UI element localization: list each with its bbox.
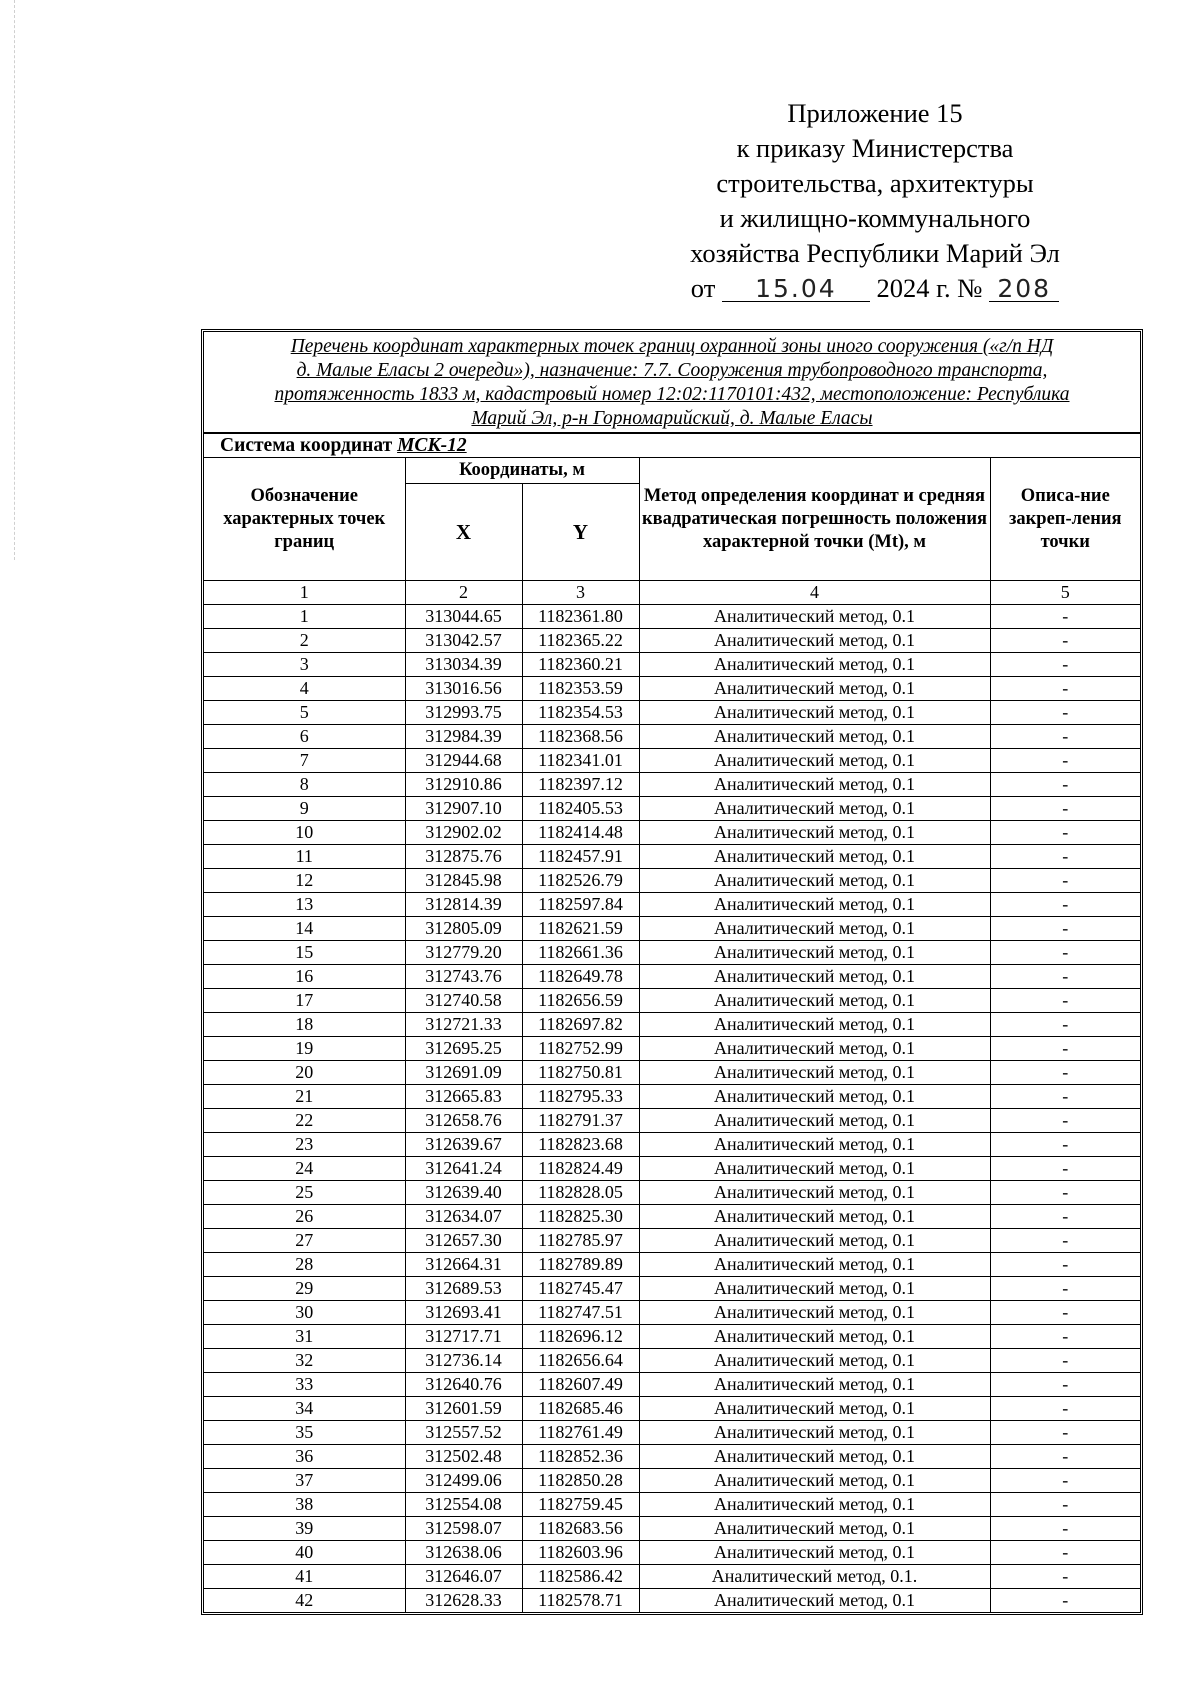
coord-x-cell: 312993.75 [405, 701, 522, 725]
table-row [204, 749, 1140, 773]
table-row [204, 725, 1140, 749]
method-cell: Аналитический метод, 0.1 [639, 797, 990, 821]
point-number-cell: 42 [204, 1589, 405, 1613]
method-cell: Аналитический метод, 0.1 [639, 821, 990, 845]
coord-y-cell: 1182745.47 [522, 1277, 639, 1301]
coord-y-cell: 1182360.21 [522, 653, 639, 677]
description-cell: - [990, 1541, 1140, 1565]
method-cell: Аналитический метод, 0.1 [639, 989, 990, 1013]
method-cell: Аналитический метод, 0.1 [639, 773, 990, 797]
method-cell: Аналитический метод, 0.1 [639, 749, 990, 773]
description-cell: - [990, 1421, 1140, 1445]
coord-x-cell: 312657.30 [405, 1229, 522, 1253]
description-cell: - [990, 677, 1140, 701]
coord-x-cell: 312601.59 [405, 1397, 522, 1421]
coordinates-table-frame [201, 329, 1143, 1615]
point-number-cell: 14 [204, 917, 405, 941]
coord-x-cell: 313042.57 [405, 629, 522, 653]
point-number-cell: 29 [204, 1277, 405, 1301]
method-cell: Аналитический метод, 0.1 [639, 1325, 990, 1349]
coord-x-cell: 312695.25 [405, 1037, 522, 1061]
coord-x-cell: 312689.53 [405, 1277, 522, 1301]
description-cell: - [990, 1181, 1140, 1205]
coord-y-cell: 1182656.64 [522, 1349, 639, 1373]
coord-x-cell: 312598.07 [405, 1517, 522, 1541]
point-number-cell: 36 [204, 1445, 405, 1469]
point-number-cell: 21 [204, 1085, 405, 1109]
table-row [204, 989, 1140, 1013]
point-number-cell: 37 [204, 1469, 405, 1493]
point-number-cell: 31 [204, 1325, 405, 1349]
caption-line: протяженность 1833 м, кадастровый номер 12:02:1170101:432, местоположение: Республика [274, 384, 1070, 405]
point-number-cell: 35 [204, 1421, 405, 1445]
point-number-cell: 6 [204, 725, 405, 749]
description-cell: - [990, 1277, 1140, 1301]
table-row [204, 941, 1140, 965]
coord-x-cell: 312557.52 [405, 1421, 522, 1445]
method-cell: Аналитический метод, 0.1 [639, 1109, 990, 1133]
coord-x-cell: 312639.40 [405, 1181, 522, 1205]
table-row [204, 629, 1140, 653]
coord-x-cell: 312640.76 [405, 1373, 522, 1397]
coord-x-cell: 312814.39 [405, 893, 522, 917]
coord-x-cell: 312554.08 [405, 1493, 522, 1517]
description-cell: - [990, 941, 1140, 965]
method-cell: Аналитический метод, 0.1 [639, 1349, 990, 1373]
column-number: 2 [405, 581, 522, 605]
coord-x-cell: 312664.31 [405, 1253, 522, 1277]
point-number-cell: 4 [204, 677, 405, 701]
point-number-cell: 8 [204, 773, 405, 797]
header-date-line [640, 271, 1110, 306]
coord-y-cell: 1182414.48 [522, 821, 639, 845]
point-number-cell: 9 [204, 797, 405, 821]
table-row [204, 1085, 1140, 1109]
table-row [204, 1301, 1140, 1325]
coordinate-system-value: МСК-12 [397, 435, 467, 456]
method-cell: Аналитический метод, 0.1 [639, 701, 990, 725]
method-cell: Аналитический метод, 0.1 [639, 965, 990, 989]
description-cell: - [990, 1589, 1140, 1613]
table-row [204, 773, 1140, 797]
col-header-point: Обозначение характерных точек границ [204, 458, 405, 581]
description-cell: - [990, 1517, 1140, 1541]
method-cell: Аналитический метод, 0.1 [639, 1541, 990, 1565]
method-cell: Аналитический метод, 0.1 [639, 1205, 990, 1229]
coord-y-cell: 1182526.79 [522, 869, 639, 893]
header-line: Приложение 15 [787, 98, 963, 128]
point-number-cell: 3 [204, 653, 405, 677]
header-line: строительства, архитектуры [716, 168, 1034, 198]
table-row [204, 1037, 1140, 1061]
point-number-cell: 24 [204, 1157, 405, 1181]
description-cell: - [990, 1085, 1140, 1109]
coord-x-cell: 312641.24 [405, 1157, 522, 1181]
method-cell: Аналитический метод, 0.1 [639, 1229, 990, 1253]
coord-y-cell: 1182661.36 [522, 941, 639, 965]
coord-y-cell: 1182685.46 [522, 1397, 639, 1421]
method-cell: Аналитический метод, 0.1 [639, 1421, 990, 1445]
method-cell: Аналитический метод, 0.1 [639, 1589, 990, 1613]
coord-x-cell: 312779.20 [405, 941, 522, 965]
coord-x-cell: 312628.33 [405, 1589, 522, 1613]
description-cell: - [990, 1229, 1140, 1253]
table-row [204, 821, 1140, 845]
coord-y-cell: 1182578.71 [522, 1589, 639, 1613]
table-row [204, 1109, 1140, 1133]
table-row [204, 1349, 1140, 1373]
method-cell: Аналитический метод, 0.1 [639, 1277, 990, 1301]
method-cell: Аналитический метод, 0.1 [639, 1373, 990, 1397]
coord-y-cell: 1182586.42 [522, 1565, 639, 1589]
method-cell: Аналитический метод, 0.1 [639, 725, 990, 749]
coord-y-cell: 1182825.30 [522, 1205, 639, 1229]
table-row [204, 893, 1140, 917]
point-number-cell: 25 [204, 1181, 405, 1205]
coord-y-cell: 1182621.59 [522, 917, 639, 941]
coord-x-cell: 312984.39 [405, 725, 522, 749]
coord-x-cell: 312743.76 [405, 965, 522, 989]
point-number-cell: 26 [204, 1205, 405, 1229]
document-header [640, 96, 1110, 306]
method-cell: Аналитический метод, 0.1 [639, 1493, 990, 1517]
coord-y-cell: 1182597.84 [522, 893, 639, 917]
table-caption [204, 332, 1140, 434]
coord-y-cell: 1182607.49 [522, 1373, 639, 1397]
method-cell: Аналитический метод, 0.1 [639, 1061, 990, 1085]
table-row [204, 845, 1140, 869]
method-cell: Аналитический метод, 0.1 [639, 1037, 990, 1061]
coord-y-cell: 1182405.53 [522, 797, 639, 821]
method-cell: Аналитический метод, 0.1 [639, 941, 990, 965]
point-number-cell: 17 [204, 989, 405, 1013]
coord-y-cell: 1182852.36 [522, 1445, 639, 1469]
col-header-coords: Координаты, м [405, 458, 639, 484]
header-line: к приказу Министерства [736, 133, 1014, 163]
point-number-cell: 22 [204, 1109, 405, 1133]
table-row [204, 1421, 1140, 1445]
description-cell: - [990, 1493, 1140, 1517]
description-cell: - [990, 917, 1140, 941]
handwritten-date: 15.04 [722, 277, 870, 302]
description-cell: - [990, 1013, 1140, 1037]
point-number-cell: 19 [204, 1037, 405, 1061]
coord-x-cell: 313044.65 [405, 605, 522, 629]
coord-y-cell: 1182368.56 [522, 725, 639, 749]
coord-x-cell: 312907.10 [405, 797, 522, 821]
point-number-cell: 41 [204, 1565, 405, 1589]
column-number: 5 [990, 581, 1140, 605]
coord-x-cell: 312721.33 [405, 1013, 522, 1037]
coord-y-cell: 1182789.89 [522, 1253, 639, 1277]
coord-x-cell: 312902.02 [405, 821, 522, 845]
point-number-cell: 1 [204, 605, 405, 629]
description-cell: - [990, 965, 1140, 989]
method-cell: Аналитический метод, 0.1. [639, 1565, 990, 1589]
col-header-method: Метод определения координат и средняя квадратическая погрешность положения характерной точки (Mt), м [639, 458, 990, 581]
table-row [204, 797, 1140, 821]
coordinates-table [204, 458, 1140, 1612]
description-cell: - [990, 725, 1140, 749]
coord-y-cell: 1182365.22 [522, 629, 639, 653]
description-cell: - [990, 1469, 1140, 1493]
method-cell: Аналитический метод, 0.1 [639, 1445, 990, 1469]
description-cell: - [990, 1445, 1140, 1469]
method-cell: Аналитический метод, 0.1 [639, 653, 990, 677]
table-row [204, 869, 1140, 893]
description-cell: - [990, 1133, 1140, 1157]
coord-x-cell: 312499.06 [405, 1469, 522, 1493]
coord-x-cell: 312502.48 [405, 1445, 522, 1469]
table-row [204, 1445, 1140, 1469]
caption-line: д. Малые Еласы 2 очереди»), назначение: 7.7. Сооружения трубопроводного транспорта, [296, 360, 1048, 381]
table-row [204, 1589, 1140, 1613]
point-number-cell: 38 [204, 1493, 405, 1517]
table-row [204, 653, 1140, 677]
method-cell: Аналитический метод, 0.1 [639, 629, 990, 653]
column-number: 1 [204, 581, 405, 605]
description-cell: - [990, 893, 1140, 917]
table-row [204, 1013, 1140, 1037]
col-header-description: Описа-ние закреп-ления точки [990, 458, 1140, 581]
method-cell: Аналитический метод, 0.1 [639, 1157, 990, 1181]
coord-x-cell: 312634.07 [405, 1205, 522, 1229]
coord-y-cell: 1182824.49 [522, 1157, 639, 1181]
point-number-cell: 10 [204, 821, 405, 845]
table-row [204, 917, 1140, 941]
scan-edge-mark [14, 0, 17, 560]
table-row [204, 965, 1140, 989]
method-cell: Аналитический метод, 0.1 [639, 1517, 990, 1541]
description-cell: - [990, 1061, 1140, 1085]
point-number-cell: 18 [204, 1013, 405, 1037]
coord-y-cell: 1182761.49 [522, 1421, 639, 1445]
coord-y-cell: 1182683.56 [522, 1517, 639, 1541]
method-cell: Аналитический метод, 0.1 [639, 917, 990, 941]
method-cell: Аналитический метод, 0.1 [639, 1397, 990, 1421]
method-cell: Аналитический метод, 0.1 [639, 845, 990, 869]
coord-y-cell: 1182696.12 [522, 1325, 639, 1349]
point-number-cell: 27 [204, 1229, 405, 1253]
table-row [204, 1277, 1140, 1301]
description-cell: - [990, 773, 1140, 797]
table-row [204, 1253, 1140, 1277]
point-number-cell: 23 [204, 1133, 405, 1157]
method-cell: Аналитический метод, 0.1 [639, 677, 990, 701]
coord-y-cell: 1182785.97 [522, 1229, 639, 1253]
description-cell: - [990, 1397, 1140, 1421]
coord-x-cell: 312691.09 [405, 1061, 522, 1085]
table-row [204, 1133, 1140, 1157]
table-row [204, 1157, 1140, 1181]
method-cell: Аналитический метод, 0.1 [639, 1085, 990, 1109]
coord-y-cell: 1182795.33 [522, 1085, 639, 1109]
year-label: 2024 г. № [876, 273, 983, 303]
method-cell: Аналитический метод, 0.1 [639, 1301, 990, 1325]
table-row [204, 1061, 1140, 1085]
coord-x-cell: 312658.76 [405, 1109, 522, 1133]
table-row [204, 1493, 1140, 1517]
point-number-cell: 11 [204, 845, 405, 869]
method-cell: Аналитический метод, 0.1 [639, 605, 990, 629]
coord-y-cell: 1182759.45 [522, 1493, 639, 1517]
point-number-cell: 39 [204, 1517, 405, 1541]
method-cell: Аналитический метод, 0.1 [639, 1469, 990, 1493]
description-cell: - [990, 1037, 1140, 1061]
method-cell: Аналитический метод, 0.1 [639, 1133, 990, 1157]
description-cell: - [990, 1301, 1140, 1325]
header-line: хозяйства Республики Марий Эл [690, 238, 1060, 268]
description-cell: - [990, 845, 1140, 869]
description-cell: - [990, 1373, 1140, 1397]
description-cell: - [990, 1349, 1140, 1373]
table-row [204, 701, 1140, 725]
coord-y-cell: 1182603.96 [522, 1541, 639, 1565]
coord-y-cell: 1182823.68 [522, 1133, 639, 1157]
coordinate-system-row [204, 434, 1140, 458]
table-row [204, 1517, 1140, 1541]
coord-x-cell: 312717.71 [405, 1325, 522, 1349]
coord-x-cell: 312736.14 [405, 1349, 522, 1373]
col-header-y: Y [522, 484, 639, 581]
point-number-cell: 40 [204, 1541, 405, 1565]
description-cell: - [990, 1205, 1140, 1229]
point-number-cell: 30 [204, 1301, 405, 1325]
description-cell: - [990, 821, 1140, 845]
description-cell: - [990, 869, 1140, 893]
table-row [204, 605, 1140, 629]
description-cell: - [990, 653, 1140, 677]
table-row [204, 1205, 1140, 1229]
coord-y-cell: 1182354.53 [522, 701, 639, 725]
method-cell: Аналитический метод, 0.1 [639, 893, 990, 917]
column-number: 4 [639, 581, 990, 605]
from-label: от [690, 273, 716, 303]
coord-y-cell: 1182457.91 [522, 845, 639, 869]
coord-y-cell: 1182649.78 [522, 965, 639, 989]
method-cell: Аналитический метод, 0.1 [639, 1253, 990, 1277]
table-row [204, 1373, 1140, 1397]
description-cell: - [990, 1109, 1140, 1133]
description-cell: - [990, 989, 1140, 1013]
description-cell: - [990, 1565, 1140, 1589]
coord-y-cell: 1182697.82 [522, 1013, 639, 1037]
coord-x-cell: 312693.41 [405, 1301, 522, 1325]
table-body [204, 581, 1140, 1613]
column-number: 3 [522, 581, 639, 605]
coord-y-cell: 1182747.51 [522, 1301, 639, 1325]
coord-x-cell: 313016.56 [405, 677, 522, 701]
coord-y-cell: 1182397.12 [522, 773, 639, 797]
col-header-x: X [405, 484, 522, 581]
point-number-cell: 2 [204, 629, 405, 653]
table-row [204, 677, 1140, 701]
point-number-cell: 33 [204, 1373, 405, 1397]
point-number-cell: 16 [204, 965, 405, 989]
coord-y-cell: 1182828.05 [522, 1181, 639, 1205]
point-number-cell: 28 [204, 1253, 405, 1277]
method-cell: Аналитический метод, 0.1 [639, 1013, 990, 1037]
table-row [204, 1541, 1140, 1565]
coord-x-cell: 312740.58 [405, 989, 522, 1013]
coord-x-cell: 313034.39 [405, 653, 522, 677]
coord-y-cell: 1182341.01 [522, 749, 639, 773]
description-cell: - [990, 1325, 1140, 1349]
table-row [204, 1181, 1140, 1205]
coord-x-cell: 312845.98 [405, 869, 522, 893]
point-number-cell: 34 [204, 1397, 405, 1421]
table-row [204, 1565, 1140, 1589]
table-row [204, 1325, 1140, 1349]
description-cell: - [990, 701, 1140, 725]
point-number-cell: 13 [204, 893, 405, 917]
table-row [204, 1469, 1140, 1493]
coord-y-cell: 1182750.81 [522, 1061, 639, 1085]
point-number-cell: 7 [204, 749, 405, 773]
point-number-cell: 12 [204, 869, 405, 893]
handwritten-order-number: 208 [989, 277, 1059, 302]
coord-x-cell: 312639.67 [405, 1133, 522, 1157]
table-row [204, 1229, 1140, 1253]
caption-line: Марий Эл, р-н Горномарийский, д. Малые Еласы [471, 408, 873, 429]
coord-x-cell: 312944.68 [405, 749, 522, 773]
description-cell: - [990, 1157, 1140, 1181]
coord-x-cell: 312638.06 [405, 1541, 522, 1565]
coord-x-cell: 312875.76 [405, 845, 522, 869]
column-numbers-row [204, 581, 1140, 605]
description-cell: - [990, 749, 1140, 773]
description-cell: - [990, 797, 1140, 821]
point-number-cell: 20 [204, 1061, 405, 1085]
description-cell: - [990, 1253, 1140, 1277]
coord-x-cell: 312665.83 [405, 1085, 522, 1109]
method-cell: Аналитический метод, 0.1 [639, 869, 990, 893]
description-cell: - [990, 605, 1140, 629]
coord-x-cell: 312910.86 [405, 773, 522, 797]
coordinate-system-label: Система координат [220, 435, 393, 456]
header-line: и жилищно-коммунального [719, 203, 1031, 233]
table-row [204, 1397, 1140, 1421]
point-number-cell: 15 [204, 941, 405, 965]
coord-y-cell: 1182791.37 [522, 1109, 639, 1133]
point-number-cell: 5 [204, 701, 405, 725]
coord-y-cell: 1182361.80 [522, 605, 639, 629]
coord-x-cell: 312805.09 [405, 917, 522, 941]
coord-y-cell: 1182353.59 [522, 677, 639, 701]
method-cell: Аналитический метод, 0.1 [639, 1181, 990, 1205]
coord-y-cell: 1182656.59 [522, 989, 639, 1013]
coord-y-cell: 1182850.28 [522, 1469, 639, 1493]
point-number-cell: 32 [204, 1349, 405, 1373]
coord-y-cell: 1182752.99 [522, 1037, 639, 1061]
coord-x-cell: 312646.07 [405, 1565, 522, 1589]
description-cell: - [990, 629, 1140, 653]
caption-line: Перечень координат характерных точек границ охранной зоны иного сооружения («г/п НД [290, 336, 1054, 357]
